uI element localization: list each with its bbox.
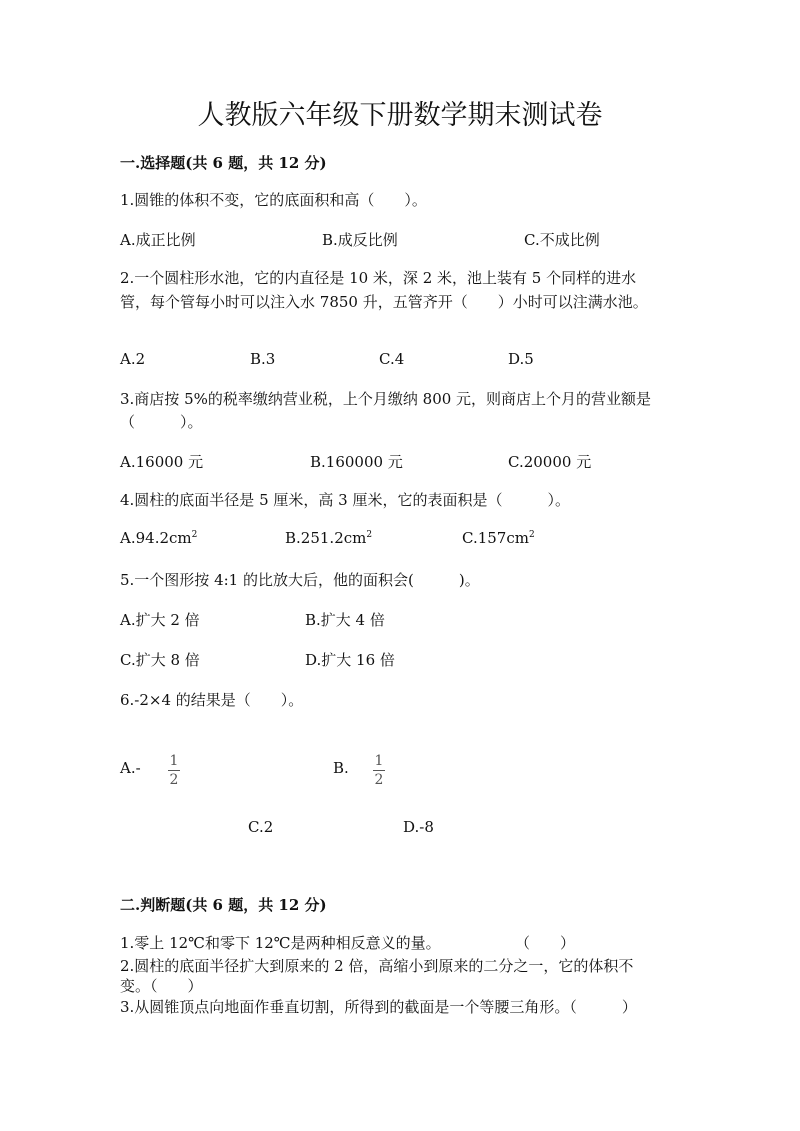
- option-5b: B.扩大 4 倍: [305, 611, 385, 629]
- option-1b: B.成反比例: [322, 231, 398, 249]
- question-6: 6.-2×4 的结果是（ ）。: [120, 691, 304, 709]
- option-4a: $A.94.2cm^2$: [120, 529, 198, 547]
- question-3-line2: （ ）。: [120, 413, 203, 431]
- option-2c: C.4: [379, 350, 405, 368]
- option-2d: D.5: [508, 350, 534, 368]
- page-title: 人教版六年级下册数学期末测试卷: [197, 100, 603, 131]
- fraction-6a: [168, 750, 180, 788]
- question-2-line1: 2.一个圆柱形水池，它的内直径是 10 米，深 2 米，池上装有 5 个同样的进水: [120, 269, 637, 287]
- judgment-3: 3.从圆锥顶点向地面作垂直切割，所得到的截面是一个等腰三角形。（ ）: [120, 998, 637, 1016]
- option-3a: A.16000 元: [120, 453, 204, 471]
- option-3b: B.160000 元: [310, 453, 403, 471]
- question-2-line2: 管，每个管每小时可以注入水 7850 升，五管齐开（ ）小时可以注满水池。: [120, 293, 648, 311]
- option-1a: A.成正比例: [120, 231, 196, 249]
- judgment-1: 1.零上 12℃和零下 12℃是两种相反意义的量。: [120, 934, 441, 952]
- option-5a: A.扩大 2 倍: [120, 611, 200, 629]
- option-6d: D.-8: [403, 818, 434, 836]
- option-2b: B.3: [250, 350, 276, 368]
- judgment-2-line2: 变。（ ）: [120, 977, 203, 995]
- option-3c: C.20000 元: [508, 453, 592, 471]
- option-6b: B.: [333, 759, 349, 777]
- judgment-2-line1: 2.圆柱的底面半径扩大到原来的 2 倍，高缩小到原来的二分之一，它的体积不: [120, 957, 634, 975]
- fraction-bar: [373, 770, 385, 771]
- fraction-denominator: 2: [169, 772, 179, 788]
- option-6c: C.2: [248, 818, 274, 836]
- option-1c: C.不成比例: [524, 231, 600, 249]
- question-3-line1: 3.商店按 5%的税率缴纳营业税，上个月缴纳 800 元，则商店上个月的营业额是: [120, 390, 652, 408]
- section-heading-choice: 一.选择题(共 6 题，共 12 分): [120, 154, 327, 172]
- fraction-6b: [373, 750, 385, 788]
- question-4: 4.圆柱的底面半径是 5 厘米，高 3 厘米，它的表面积是（ ）。: [120, 491, 570, 509]
- fraction-numerator: 1: [169, 753, 179, 769]
- option-4c: $C.157cm^2$: [462, 529, 535, 547]
- option-6a: A.-: [120, 759, 141, 777]
- question-1: 1.圆锥的体积不变，它的底面积和高（ ）。: [120, 191, 427, 209]
- option-5d: D.扩大 16 倍: [305, 651, 395, 669]
- fraction-bar: [168, 770, 180, 771]
- fraction-denominator: 2: [374, 772, 384, 788]
- judgment-1-blank: （ ）: [515, 934, 576, 952]
- option-2a: A.2: [120, 350, 146, 368]
- option-4b: $B.251.2cm^2$: [285, 529, 373, 547]
- section-heading-judgment: 二.判断题(共 6 题，共 12 分): [120, 896, 327, 914]
- fraction-numerator: 1: [374, 753, 384, 769]
- question-5: 5.一个图形按 4:1 的比放大后，他的面积会( )。: [120, 571, 480, 589]
- option-5c: C.扩大 8 倍: [120, 651, 200, 669]
